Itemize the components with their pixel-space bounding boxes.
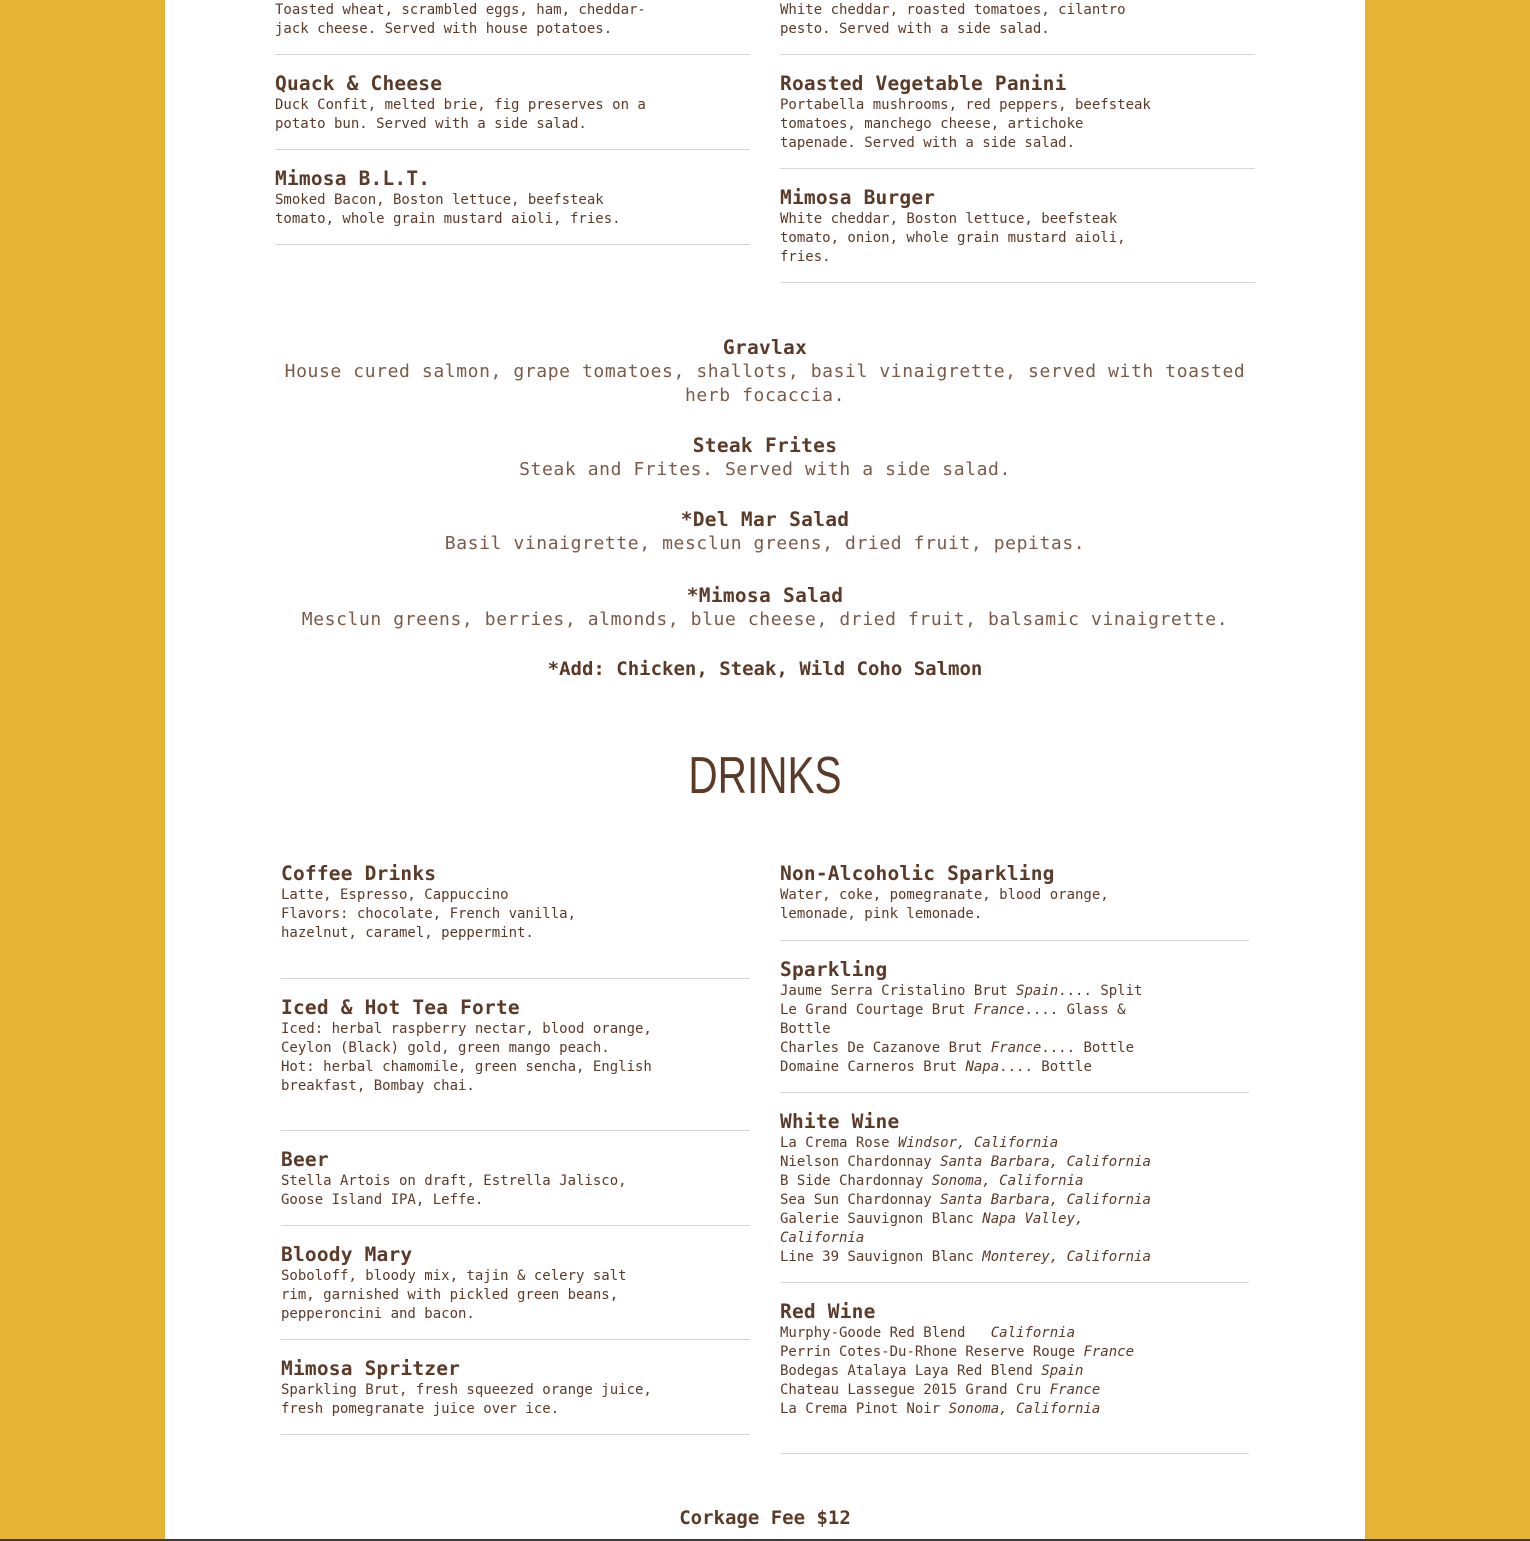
wine-line: Le Grand Courtage Brut France.... Glass & xyxy=(780,1002,1126,1018)
wine-line: Jaume Serra Cristalino Brut Spain.... Split xyxy=(780,983,1143,999)
menu-item-name: Steak Frites xyxy=(692,434,838,457)
menu-item xyxy=(281,862,750,979)
wine-line: California xyxy=(780,1230,865,1246)
menu-item-description: White cheddar, roasted tomatoes, cilantro pesto. Served with a side salad. xyxy=(780,2,1126,37)
menu-item-description: Steak and Frites. Served with a side salad. xyxy=(519,459,1011,480)
menu-item-name: Red Wine xyxy=(780,1300,876,1323)
centered-menu-item xyxy=(275,336,1255,408)
drinks-left-column xyxy=(281,862,750,1435)
menu-item-name: Iced & Hot Tea Forte xyxy=(281,996,520,1019)
menu-item-description: Water, coke, pomegranate, blood orange, lemonade, pink lemonade. xyxy=(780,887,1109,922)
wine-line: B Side Chardonnay Sonoma, California xyxy=(780,1173,1084,1189)
menu-item-name: Mimosa Burger xyxy=(780,186,936,209)
salad-addons-note: *Add: Chicken, Steak, Wild Coho Salmon xyxy=(547,658,983,680)
menu-item-name: Sparkling xyxy=(780,958,888,981)
wine-line: Line 39 Sauvignon Blanc Monterey, California xyxy=(780,1249,1151,1265)
menu-item xyxy=(281,979,750,1131)
menu-item-name: Non-Alcoholic Sparkling xyxy=(780,862,1055,885)
wine-line: Nielson Chardonnay Santa Barbara, California xyxy=(780,1154,1151,1170)
menu-item xyxy=(281,1340,750,1435)
menu-item-name: *Mimosa Salad xyxy=(686,584,844,607)
wine-line: Chateau Lassegue 2015 Grand Cru France xyxy=(780,1382,1101,1398)
menu-item xyxy=(275,0,750,55)
menu-item xyxy=(275,55,750,150)
menu-item xyxy=(275,150,750,245)
menu-item-name: Roasted Vegetable Panini xyxy=(780,72,1067,95)
menu-item-name: Mimosa Spritzer xyxy=(281,1357,461,1380)
wine-list-red xyxy=(780,1283,1249,1454)
menu-item xyxy=(780,0,1255,55)
menu-item-name: White Wine xyxy=(780,1110,900,1133)
wine-line: Bodegas Atalaya Laya Red Blend Spain xyxy=(780,1363,1084,1379)
wine-line: Domaine Carneros Brut Napa.... Bottle xyxy=(780,1059,1092,1075)
menu-item-description: Duck Confit, melted brie, fig preserves on a potato bun. Served with a side salad. xyxy=(275,97,646,132)
centered-menu-item xyxy=(275,508,1255,556)
centered-menu-item xyxy=(275,434,1255,482)
food-right-column xyxy=(780,0,1255,283)
menu-item-name: *Del Mar Salad xyxy=(680,508,850,531)
menu-item xyxy=(780,169,1255,283)
wine-line: Charles De Cazanove Brut France.... Bottle xyxy=(780,1040,1135,1056)
menu-item xyxy=(780,862,1249,941)
wine-line: Murphy-Goode Red Blend California xyxy=(780,1325,1076,1341)
menu-item-description: Stella Artois on draft, Estrella Jalisco, Goose Island IPA, Leffe. xyxy=(281,1173,627,1208)
menu-item xyxy=(780,55,1255,169)
menu-item-description: Portabella mushrooms, red peppers, beefsteak tomatoes, manchego cheese, artichoke tapenade. Served with a side salad. xyxy=(780,97,1151,151)
menu-item-description: House cured salmon, grape tomatoes, shallots, basil vinaigrette, served with toasted herb focaccia. xyxy=(284,361,1246,406)
drinks-right-column xyxy=(780,862,1249,1454)
menu-item xyxy=(281,1131,750,1226)
menu-item-description: Toasted wheat, scrambled eggs, ham, cheddar- jack cheese. Served with house potatoes. xyxy=(275,2,646,37)
menu-item-name: Beer xyxy=(281,1148,329,1171)
menu-item-description: Basil vinaigrette, mesclun greens, dried fruit, pepitas. xyxy=(444,533,1086,554)
wine-line: Galerie Sauvignon Blanc Napa Valley, xyxy=(780,1211,1084,1227)
menu-item-name: Quack & Cheese xyxy=(275,72,443,95)
menu-item-name: Mimosa B.L.T. xyxy=(275,167,431,190)
wine-line: La Crema Rose Windsor, California xyxy=(780,1135,1059,1151)
menu-item-description: Iced: herbal raspberry nectar, blood orange, Ceylon (Black) gold, green mango peach. Hot: herbal chamomile, green sencha, English breakfast, Bombay chai. xyxy=(281,1021,652,1094)
menu-item-description: Mesclun greens, berries, almonds, blue cheese, dried fruit, balsamic vinaigrette. xyxy=(301,609,1229,630)
corkage-fee: Corkage Fee $12 xyxy=(679,1507,851,1529)
wine-line: La Crema Pinot Noir Sonoma, California xyxy=(780,1401,1101,1417)
menu-item xyxy=(281,1226,750,1340)
menu-item-description: Sparkling Brut, fresh squeezed orange juice, fresh pomegranate juice over ice. xyxy=(281,1382,652,1417)
menu-item-description: Latte, Espresso, Cappuccino Flavors: chocolate, French vanilla, hazelnut, caramel, peppermint. xyxy=(281,887,577,941)
menu-item-description: Soboloff, bloody mix, tajin & celery salt rim, garnished with pickled green beans, pepperoncini and bacon. xyxy=(281,1268,627,1322)
wine-line: Perrin Cotes-Du-Rhone Reserve Rouge France xyxy=(780,1344,1135,1360)
wine-line: Sea Sun Chardonnay Santa Barbara, California xyxy=(780,1192,1151,1208)
menu-item-description: White cheddar, Boston lettuce, beefsteak tomato, onion, whole grain mustard aioli, fries. xyxy=(780,211,1126,265)
food-left-column xyxy=(275,0,750,245)
centered-menu-item xyxy=(275,584,1255,632)
menu-item-name: Coffee Drinks xyxy=(281,862,437,885)
menu-item-name: Bloody Mary xyxy=(281,1243,413,1266)
wine-list-white xyxy=(780,1093,1249,1283)
menu-item-description: Smoked Bacon, Boston lettuce, beefsteak tomato, whole grain mustard aioli, fries. xyxy=(275,192,621,227)
wine-line: Bottle xyxy=(780,1021,831,1037)
section-title-drinks: DRINKS xyxy=(688,747,842,805)
menu-item-name: Gravlax xyxy=(722,336,808,359)
wine-list-sparkling xyxy=(780,941,1249,1093)
